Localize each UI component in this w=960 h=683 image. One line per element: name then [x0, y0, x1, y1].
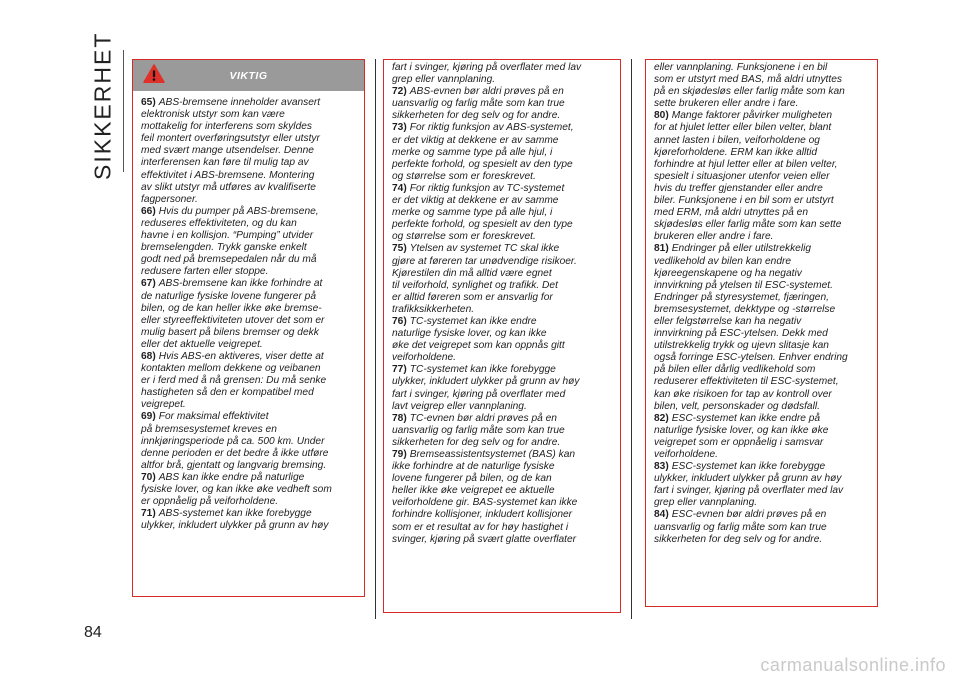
column-divider: [375, 59, 376, 619]
warning-text: For riktig funksjon av TC-systemet er det viktig at dekkene er av samme merke og samme type på alle hjul, i perfekte forhold, og spesielt av den type og størrelse som er foreskrevet.: [392, 182, 573, 243]
warning-number: 65): [141, 97, 156, 108]
warning-paragraph: [141, 351, 358, 411]
warning-text: TC-systemet kan ikke forebygge ulykker, inkludert ulykker på grunn av høy fart i svinger, kjøring på overflater med lavt veigrep eller vannplaning.: [392, 364, 580, 412]
warning-number: 69): [141, 411, 156, 423]
warning-paragraph: [392, 364, 614, 412]
warning-paragraph: [141, 508, 358, 532]
warning-header: [133, 60, 364, 91]
warning-text: ABS-evnen bør aldri prøves på en uansvarlig og farlig måte som kan true sikkerheten for deg selv og for andre.: [392, 86, 565, 122]
section-title-rule: [123, 50, 124, 172]
warning-number: 77): [392, 364, 407, 376]
warning-paragraph: [392, 243, 614, 316]
warning-paragraph: [654, 243, 871, 412]
warning-text: Ytelsen av systemet TC skal ikke gjøre at føreren tar unødvendige risikoer. Kjørestilen din må alltid være egnet til veiforhold, synlighet og trafikk. Det er alltid føreren som er ansvarlig for trafikksikkerheten.: [392, 243, 577, 315]
warning-paragraph: [141, 206, 358, 279]
warning-paragraph: [392, 413, 614, 449]
warning-text: ESC-evnen bør aldri prøves på en uansvarlig og farlig måte som kan true sikkerheten for deg selv og for andre.: [654, 509, 827, 545]
warning-triangle-icon: [143, 63, 165, 85]
warning-paragraph: [141, 278, 358, 351]
warning-text: Mange faktorer påvirker muligheten for at hjulet letter eller bilen velter, blant annet lasten i bilen, veiforholdene og kjøreforholdene. ERM kan ikke alltid forhindre at hjul letter eller at bilen velter, spesielt i situasjoner utenfor veien eller hvis du treffer gjenstander eller andre biler. Funksjonene i en bil som er utstyrt med ERM, må aldri utnyttes på en skjødesløs eller farlig måte som kan sette brukeren eller andre i fare.: [654, 110, 842, 243]
column-divider: [631, 59, 632, 619]
warning-text: Bremseassistentsystemet (BAS) kan ikke forhindre at de naturlige fysiske lovene fungerer på bilen, og de kan heller ikke øke veigrepet ee aktuelle veiforholdene gir. BAS-systemet kan ikke forhindre kollisjoner, inkludert kollisjoner som er et resultat av for høy hastighet i svinger, kjøring på svært glatte overflater: [392, 449, 578, 545]
warning-number: 70): [141, 471, 156, 483]
column-3-content: [646, 60, 877, 546]
warning-number: 67): [141, 278, 156, 290]
warning-box-column-3: [645, 59, 878, 607]
warning-text: Hvis ABS-en aktiveres, viser dette at kontakten mellom dekkene og veibanen er i ferd med å nå grensen: Du må senke hastigheten så den er kompatibel med veigrepet.: [141, 350, 327, 411]
warning-paragraph: [141, 97, 358, 206]
warning-paragraph: [654, 110, 871, 243]
warning-paragraph: [392, 449, 614, 546]
warning-paragraph: [654, 62, 871, 110]
warning-number: 73): [392, 122, 407, 134]
column-1-content: [133, 91, 364, 532]
warning-number: 78): [392, 412, 407, 424]
warning-paragraph: [654, 461, 871, 509]
watermark: carmanualsonline.info: [760, 655, 946, 675]
column-2-content: [384, 60, 620, 546]
warning-label: VIKTIG: [229, 69, 268, 82]
warning-paragraph: [654, 509, 871, 545]
warning-text: ABS-systemet kan ikke forebygge ulykker, inkludert ulykker på grunn av høy: [141, 508, 329, 532]
warning-box-column-1: [132, 59, 365, 597]
section-title: SIKKERHET: [89, 31, 116, 180]
warning-number: 66): [141, 205, 156, 217]
warning-text: eller vannplaning. Funksjonene i en bil som er utstyrt med BAS, må aldri utnyttes på en skjødesløs eller farlig måte som kan sette brukeren eller andre i fare.: [654, 62, 845, 110]
warning-text: TC-evnen bør aldri prøves på en uansvarlig og farlig måte som kan true sikkerheten for deg selv og for andre.: [392, 412, 565, 448]
warning-number: 75): [392, 243, 407, 255]
warning-paragraph: [141, 472, 358, 508]
warning-text: ABS-bremsene kan ikke forhindre at de naturlige fysiske lovene fungerer på bilen, og de kan heller ikke øke bremse- eller styreeffektiviteten utover det som er mulig basert på bilens bremser og dekk eller det aktuelle veigrepet.: [141, 278, 325, 350]
warning-text: TC-systemet kan ikke endre naturlige fysiske lover, og kan ikke øke det veigrepet som kan oppnås gitt veiforholdene.: [392, 315, 565, 364]
warning-paragraph: [392, 62, 614, 86]
warning-text: Endringer på eller utilstrekkelig vedlikehold av bilen kan endre kjøreegenskapene og ha negativ innvirkning på ytelsen til ESC-systemet. Endringer på styresystemet, fjæringen, bremsesystemet, dekktype og -størrelse eller felgstørrelse kan ha negativ innvirkning på ESC-ytelsen. Dekk med utilstrekkelig trykk og ujevn slitasje kan også forringe ESC-ytelsen. Enhver endring på bilen eller dårlig vedlikehold som reduserer effektiviteten til ESC-systemet, kan øke risikoen for tap av kontroll over bilen, velt, personskader og dødsfall.: [654, 243, 848, 412]
warning-number: 83): [654, 461, 669, 473]
warning-text: ABS kan ikke endre på naturlige fysiske lover, og kan ikke øke vedheft som er oppnåelig på veiforholdene.: [141, 471, 332, 508]
warning-text: For riktig funksjon av ABS-systemet, er det viktig at dekkene er av samme merke og samme type på alle hjul, i perfekte forhold, og spesielt av den type og størrelse som er foreskrevet.: [392, 122, 574, 182]
warning-number: 82): [654, 412, 669, 424]
warning-number: 71): [141, 508, 156, 520]
warning-box-column-2: [383, 59, 621, 613]
warning-paragraph: [141, 411, 358, 471]
warning-text: ESC-systemet kan ikke forebygge ulykker, inkludert ulykker på grunn av høy fart i svinger, kjøring på overflater med lav grep eller vannplaning.: [654, 461, 844, 509]
warning-paragraph: [392, 183, 614, 243]
warning-number: 80): [654, 110, 669, 122]
page-number: 84: [84, 624, 102, 641]
warning-number: 76): [392, 315, 407, 327]
warning-number: 72): [392, 86, 407, 98]
warning-text: ESC-systemet kan ikke endre på naturlige fysiske lover, og kan ikke øke veigrepet som er oppnåelig i samsvar veiforholdene.: [654, 412, 829, 460]
warning-paragraph: [392, 316, 614, 364]
warning-paragraph: [392, 122, 614, 182]
warning-text: For maksimal effektivitet på bremsesystemet kreves en innkjøringsperiode på ca. 500 km. Under denne perioden er det bedre å ikke utføre altfor brå, gjentatt og langvarig bremsing.: [141, 411, 329, 471]
warning-paragraph: [392, 86, 614, 122]
warning-number: 68): [141, 350, 156, 362]
warning-paragraph: [654, 413, 871, 461]
warning-text: Hvis du pumper på ABS-bremsene, reduseres effektiviteten, og du kan havne i en kollisjon. “Pumping” utvider bremselengden. Trykk ganske enkelt godt ned på bremsepedalen når du må redusere farten eller stoppe.: [141, 205, 319, 278]
warning-number: 81): [654, 243, 669, 255]
warning-number: 79): [392, 449, 407, 460]
warning-text: ABS-bremsene inneholder avansert elektronisk utstyr som kan være mottakelig for interferens som skyldes feil montert overføringsutstyr eller utstyr med svært mange utsendelser. Denne interferensen kan føre til mulig tap av effektivitet i ABS-bremsene. Montering av slikt utstyr må utføres av kvalifiserte fagpersoner.: [141, 97, 321, 205]
warning-number: 74): [392, 182, 407, 194]
warning-number: 84): [654, 509, 669, 521]
warning-text: fart i svinger, kjøring på overflater med lav grep eller vannplaning.: [392, 62, 582, 86]
